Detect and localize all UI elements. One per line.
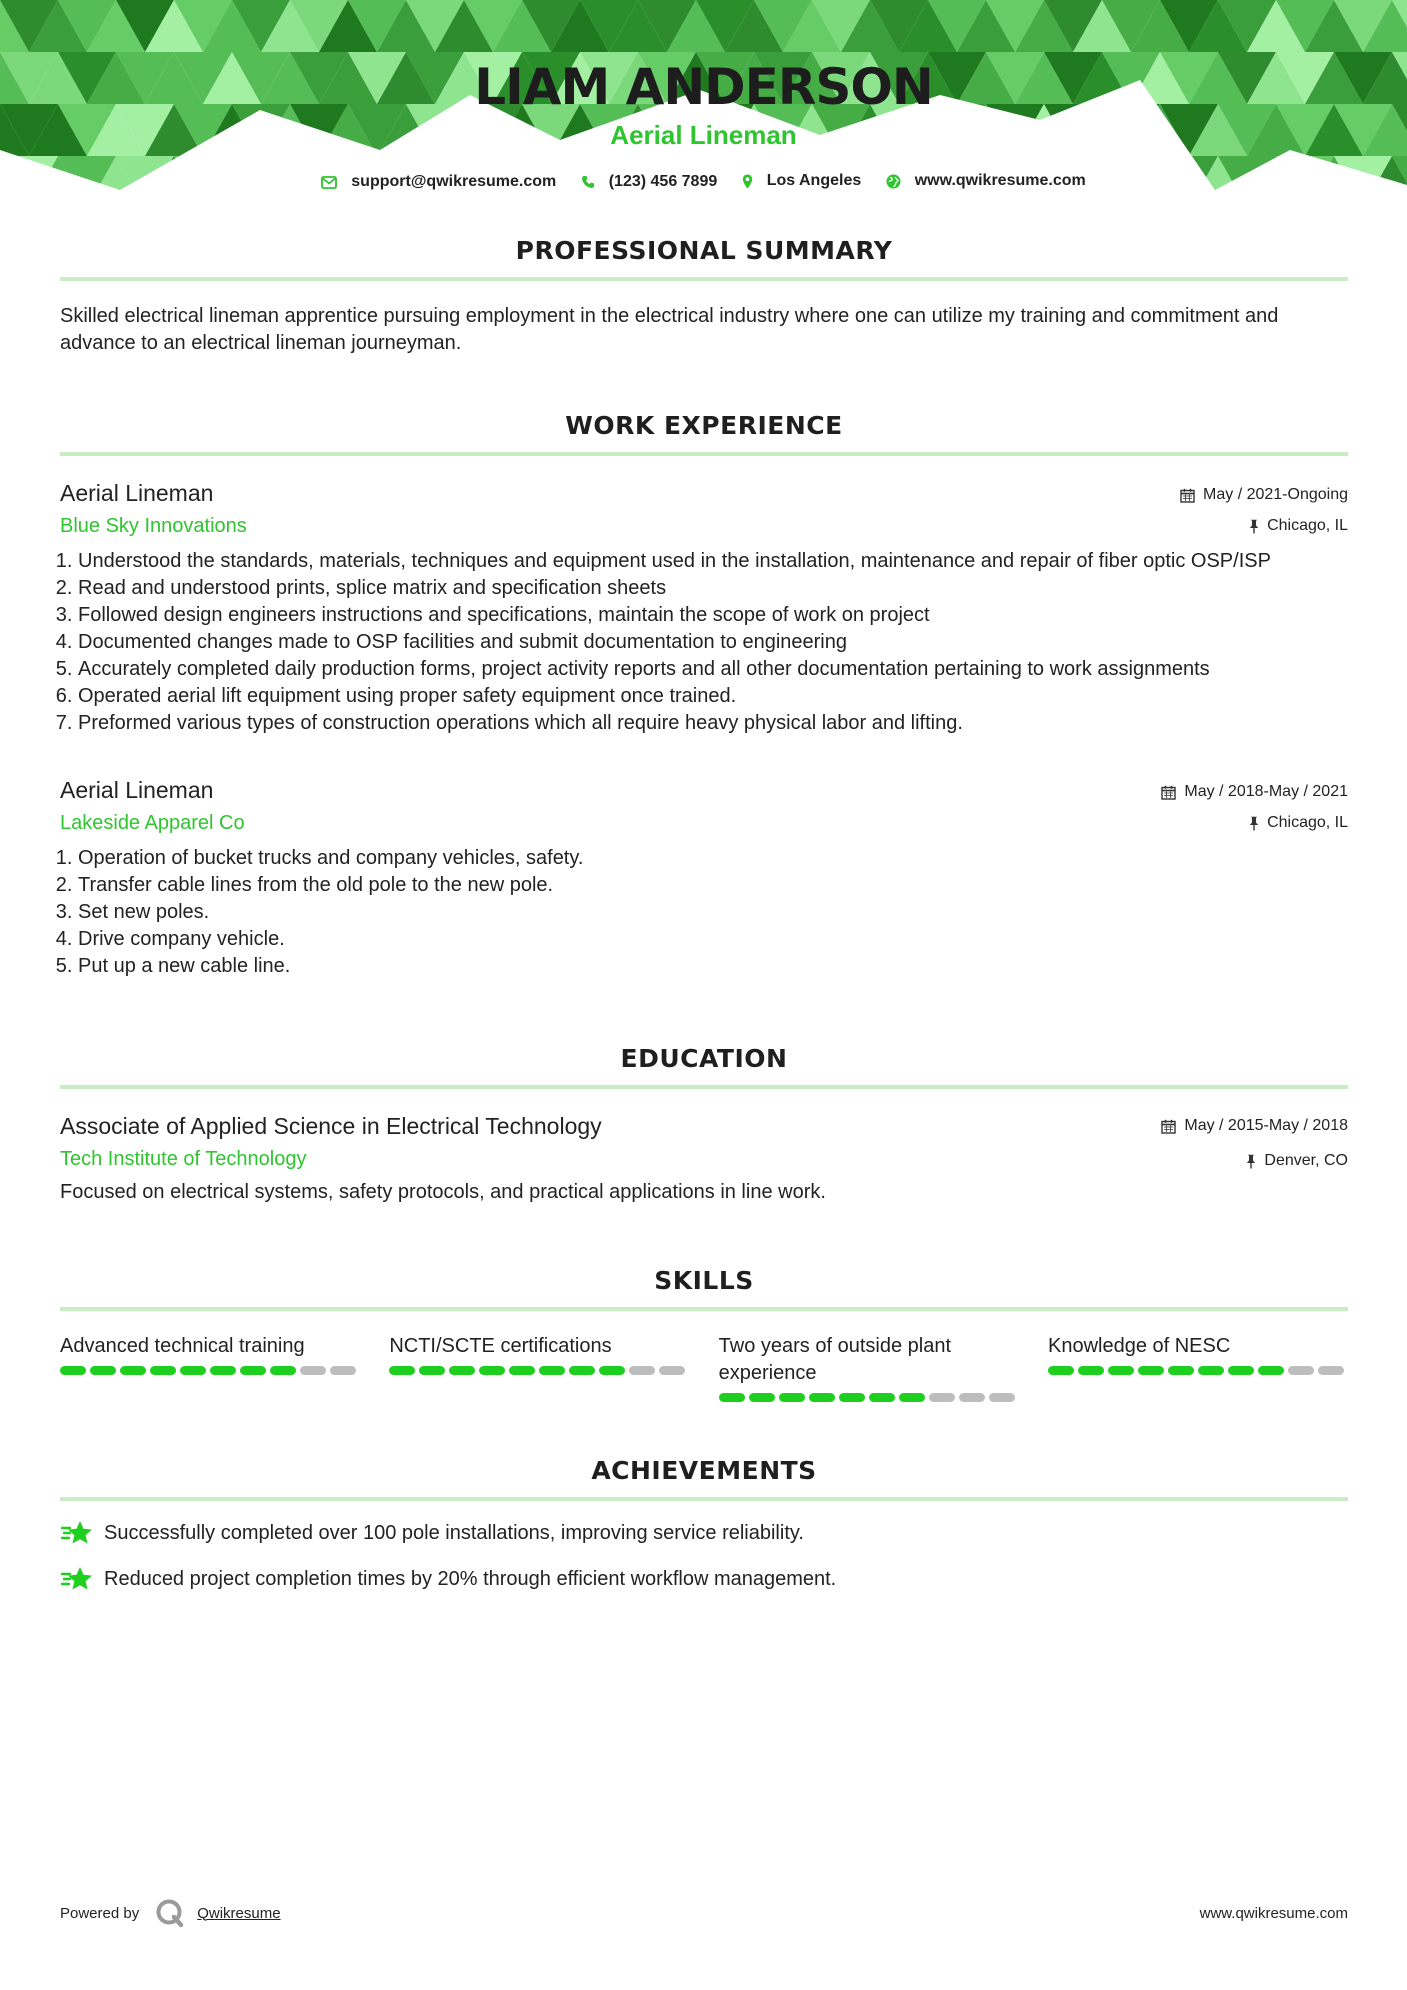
achievements-heading: ACHIEVEMENTS <box>60 1456 1348 1501</box>
phone-icon <box>581 175 595 189</box>
star-icon <box>60 1565 94 1593</box>
skill-level-segment <box>300 1366 326 1375</box>
list-item: 4. Documented changes made to OSP facilities and submit documentation to engineering <box>78 629 1348 656</box>
qwikresume-logo-icon <box>155 1898 185 1928</box>
achievement-text: Successfully completed over 100 pole installations, improving service reliability. <box>104 1521 804 1544</box>
skill-level-segment <box>719 1393 745 1402</box>
skills-heading: SKILLS <box>60 1266 1348 1311</box>
phone-text: (123) 456 7899 <box>608 172 718 190</box>
skill-level-segment <box>1198 1366 1224 1375</box>
skill-level-segment <box>330 1366 356 1375</box>
skill-level-segment <box>869 1393 895 1402</box>
education-dates: May / 2015-May / 2018 <box>1184 1117 1348 1134</box>
job-dates: May / 2018-May / 2021 <box>1184 783 1348 800</box>
degree-title: Associate of Applied Science in Electrical Technology <box>60 1113 602 1139</box>
job-company: Lakeside Apparel Co <box>60 812 245 834</box>
star-icon <box>60 1519 94 1547</box>
skills-list <box>60 1333 1348 1402</box>
skill-level-bar <box>389 1366 689 1375</box>
skill-level-segment <box>240 1366 266 1375</box>
contact-location <box>742 172 862 190</box>
education-heading: EDUCATION <box>60 1044 1348 1089</box>
list-item: 1. Understood the standards, materials, techniques and equipment used in the installation, maintenance and repair of fiber optic OSP/ISP <box>78 548 1348 575</box>
calendar-icon <box>1161 785 1176 800</box>
skill-level-segment <box>749 1393 775 1402</box>
achievements-list <box>60 1519 1348 1593</box>
list-item: 5. Accurately completed daily production forms, project activity reports and all other documentation pertaining to work assignments <box>78 656 1348 683</box>
skill-level-segment <box>90 1366 116 1375</box>
job-duties <box>60 845 1348 980</box>
education-location: Denver, CO <box>1264 1152 1348 1169</box>
resume-content <box>60 236 1348 1593</box>
envelope-icon <box>321 176 337 189</box>
list-item: 3. Set new poles. <box>78 899 1348 926</box>
job-dates: May / 2021-Ongoing <box>1203 486 1348 503</box>
skill-level-segment <box>1228 1366 1254 1375</box>
skill-item <box>60 1333 360 1402</box>
pushpin-icon <box>1249 519 1259 534</box>
summary-text: Skilled electrical lineman apprentice pursuing employment in the electrical industry where one can utilize my training and commitment and advance to an electrical lineman journeyman. <box>60 305 1279 354</box>
job-location: Chicago, IL <box>1267 814 1348 831</box>
skill-item <box>719 1333 1019 1402</box>
skill-level-segment <box>1108 1366 1134 1375</box>
footer-website[interactable]: www.qwikresume.com <box>1199 1904 1348 1922</box>
skill-level-segment <box>1138 1366 1164 1375</box>
achievement-item <box>60 1519 1348 1547</box>
skill-level-segment <box>1048 1366 1074 1375</box>
list-item: 5. Put up a new cable line. <box>78 953 1348 980</box>
skill-level-segment <box>180 1366 206 1375</box>
email-text: support@qwikresume.com <box>351 173 557 190</box>
skill-item <box>1048 1333 1348 1402</box>
powered-by <box>60 1898 281 1928</box>
skill-level-segment <box>809 1393 835 1402</box>
summary-heading: PROFESSIONAL SUMMARY <box>60 236 1348 281</box>
job-title: Aerial Lineman <box>60 777 214 803</box>
list-item: 3. Followed design engineers instructions and specifications, maintain the scope of work on project <box>78 602 1348 629</box>
skill-level-segment <box>779 1393 805 1402</box>
skill-item <box>389 1333 689 1402</box>
skill-level-segment <box>599 1366 625 1375</box>
skill-level-segment <box>449 1366 475 1375</box>
skill-level-segment <box>629 1366 655 1375</box>
contact-bar <box>0 172 1407 194</box>
skill-level-segment <box>539 1366 565 1375</box>
skill-level-segment <box>569 1366 595 1375</box>
skill-level-bar <box>1048 1366 1348 1375</box>
list-item: 4. Drive company vehicle. <box>78 926 1348 953</box>
skill-name: NCTI/SCTE certifications <box>389 1335 612 1357</box>
powered-by-label: Powered by <box>60 1904 140 1922</box>
contact-email[interactable] <box>321 173 556 191</box>
pushpin-icon <box>1246 1154 1256 1169</box>
pushpin-icon <box>1249 816 1259 831</box>
contact-phone[interactable] <box>581 173 718 191</box>
header <box>0 0 1407 200</box>
job-entry-2 <box>60 777 1348 980</box>
job-company: Blue Sky Innovations <box>60 515 247 537</box>
list-item: 1. Operation of bucket trucks and company vehicles, safety. <box>78 845 1348 872</box>
skill-level-segment <box>989 1393 1015 1402</box>
education-entry <box>60 1113 1348 1206</box>
skill-level-segment <box>120 1366 146 1375</box>
job-title: Aerial Lineman <box>60 480 214 506</box>
skill-level-segment <box>1168 1366 1194 1375</box>
location-text: Los Angeles <box>766 172 862 189</box>
education-description: Focused on electrical systems, safety protocols, and practical applications in line work. <box>60 1181 826 1203</box>
footer <box>60 1898 1348 1928</box>
skill-level-segment <box>659 1366 685 1375</box>
skill-level-segment <box>270 1366 296 1375</box>
calendar-icon <box>1180 488 1195 503</box>
skill-level-segment <box>1288 1366 1314 1375</box>
brand-link[interactable]: Qwikresume <box>197 1904 281 1922</box>
list-item: 2. Read and understood prints, splice matrix and specification sheets <box>78 575 1348 602</box>
skill-level-segment <box>839 1393 865 1402</box>
skill-level-segment <box>1078 1366 1104 1375</box>
achievement-text: Reduced project completion times by 20% through efficient workflow management. <box>104 1567 837 1590</box>
skill-level-segment <box>959 1393 985 1402</box>
skill-level-segment <box>389 1366 415 1375</box>
school-name: Tech Institute of Technology <box>60 1148 307 1170</box>
globe-icon <box>886 174 901 189</box>
map-pin-icon <box>742 174 753 189</box>
job-entry-1 <box>60 480 1348 737</box>
skill-name: Knowledge of NESC <box>1047 1335 1231 1357</box>
skill-level-segment <box>1258 1366 1284 1375</box>
skill-level-bar <box>719 1393 1019 1402</box>
candidate-role: Aerial Lineman <box>610 120 797 150</box>
skill-level-segment <box>419 1366 445 1375</box>
candidate-name: LIAM ANDERSON <box>474 58 933 116</box>
calendar-icon <box>1161 1119 1176 1134</box>
list-item: 7. Preformed various types of construction operations which all require heavy physical labor and lifting. <box>78 710 1348 737</box>
skill-level-segment <box>60 1366 86 1375</box>
skill-name: Two years of outside plant experience <box>718 1335 952 1384</box>
skill-level-segment <box>210 1366 236 1375</box>
skill-level-segment <box>479 1366 505 1375</box>
experience-heading: WORK EXPERIENCE <box>60 411 1348 456</box>
skill-level-segment <box>1318 1366 1344 1375</box>
skill-level-segment <box>929 1393 955 1402</box>
website-text: www.qwikresume.com <box>914 172 1086 189</box>
contact-website[interactable] <box>886 172 1086 190</box>
skill-level-segment <box>509 1366 535 1375</box>
skill-level-segment <box>150 1366 176 1375</box>
skill-name: Advanced technical training <box>60 1335 305 1357</box>
job-location: Chicago, IL <box>1267 517 1348 534</box>
list-item: 6. Operated aerial lift equipment using proper safety equipment once trained. <box>78 683 1348 710</box>
job-duties <box>60 548 1348 737</box>
list-item: 2. Transfer cable lines from the old pole to the new pole. <box>78 872 1348 899</box>
skill-level-bar <box>60 1366 360 1375</box>
skill-level-segment <box>899 1393 925 1402</box>
achievement-item <box>60 1565 1348 1593</box>
